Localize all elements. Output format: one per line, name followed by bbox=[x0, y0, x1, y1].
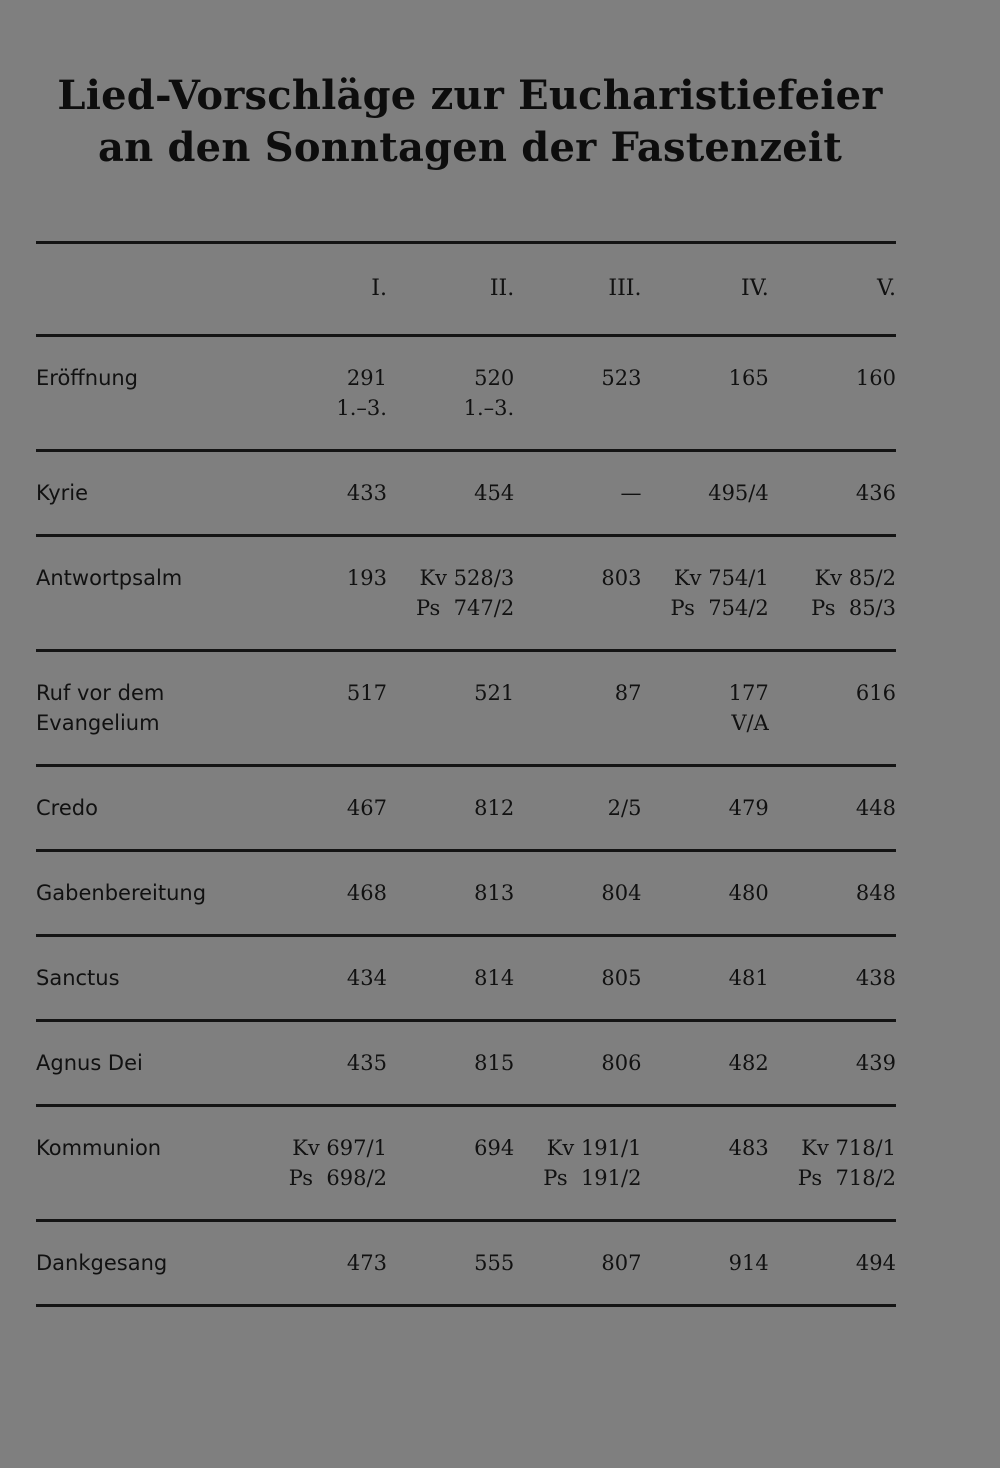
cell-line: Kv 697/1 bbox=[292, 1136, 387, 1160]
song-number-cell bbox=[769, 793, 896, 823]
song-table bbox=[36, 241, 896, 1307]
cell-line: 805 bbox=[601, 966, 642, 990]
cell-line: 495/4 bbox=[708, 481, 769, 505]
cell-line: Kommunion bbox=[36, 1136, 162, 1160]
cell-line: 435 bbox=[346, 1051, 387, 1075]
song-number-cell bbox=[514, 563, 641, 623]
table-row bbox=[36, 537, 896, 649]
cell-line: 517 bbox=[346, 681, 387, 705]
cell-line: 523 bbox=[601, 366, 642, 390]
cell-line: 193 bbox=[346, 566, 387, 590]
table-row bbox=[36, 652, 896, 764]
cell-line: Kv 718/1 bbox=[801, 1136, 896, 1160]
table-rule bbox=[36, 1304, 896, 1307]
cell-line: 481 bbox=[728, 966, 769, 990]
cell-line: 454 bbox=[474, 481, 515, 505]
song-number-cell bbox=[769, 478, 896, 508]
song-number-cell bbox=[769, 1248, 896, 1278]
song-number-cell bbox=[260, 963, 387, 993]
cell-line: Agnus Dei bbox=[36, 1051, 143, 1075]
cell-line: — bbox=[620, 481, 642, 505]
cell-line: 467 bbox=[346, 796, 387, 820]
cell-line: 433 bbox=[346, 481, 387, 505]
cell-line: 438 bbox=[855, 966, 896, 990]
cell-line: 813 bbox=[474, 881, 515, 905]
song-number-cell bbox=[769, 878, 896, 908]
row-label bbox=[36, 1133, 260, 1193]
cell-line: 479 bbox=[728, 796, 769, 820]
cell-line: 1.–3. bbox=[336, 396, 387, 420]
song-number-cell bbox=[514, 478, 641, 508]
cell-line: 483 bbox=[728, 1136, 769, 1160]
row-label bbox=[36, 563, 260, 623]
cell-line: 494 bbox=[855, 1251, 896, 1275]
song-number-cell bbox=[769, 678, 896, 738]
cell-line: Kv 528/3 bbox=[419, 566, 515, 590]
song-number-cell bbox=[769, 363, 896, 423]
table-header-row bbox=[36, 244, 896, 334]
song-number-cell bbox=[387, 793, 514, 823]
song-number-cell bbox=[514, 1133, 641, 1193]
song-number-cell bbox=[387, 363, 514, 423]
row-label bbox=[36, 478, 260, 508]
row-label bbox=[36, 878, 260, 908]
cell-line: 815 bbox=[474, 1051, 515, 1075]
song-number-cell bbox=[769, 1133, 896, 1193]
cell-line: 807 bbox=[601, 1251, 642, 1275]
song-number-cell bbox=[514, 1248, 641, 1278]
cell-line: Kv 754/1 bbox=[673, 566, 769, 590]
song-number-cell bbox=[641, 793, 768, 823]
table-row bbox=[36, 452, 896, 534]
table-row bbox=[36, 1222, 896, 1304]
cell-line: 482 bbox=[728, 1051, 769, 1075]
cell-line: 616 bbox=[855, 681, 896, 705]
song-number-cell bbox=[260, 478, 387, 508]
song-number-cell bbox=[641, 563, 768, 623]
song-number-cell bbox=[769, 1048, 896, 1078]
song-number-cell bbox=[769, 963, 896, 993]
song-number-cell bbox=[260, 363, 387, 423]
song-number-cell bbox=[641, 878, 768, 908]
table-row bbox=[36, 767, 896, 849]
song-number-cell bbox=[641, 1248, 768, 1278]
column-header: V. bbox=[876, 276, 896, 301]
cell-line: 160 bbox=[855, 366, 896, 390]
song-number-cell bbox=[387, 1133, 514, 1193]
song-number-cell bbox=[514, 793, 641, 823]
song-number-cell bbox=[641, 1133, 768, 1193]
song-number-cell bbox=[260, 878, 387, 908]
cell-line: Ps 698/2 bbox=[288, 1166, 387, 1190]
song-number-cell bbox=[514, 963, 641, 993]
row-label bbox=[36, 1248, 260, 1278]
cell-line: Evangelium bbox=[36, 711, 160, 735]
cell-line: Gabenbereitung bbox=[36, 881, 207, 905]
song-number-cell bbox=[387, 1048, 514, 1078]
cell-line: Kv 85/2 bbox=[814, 566, 896, 590]
cell-line: Credo bbox=[36, 796, 98, 820]
song-number-cell bbox=[387, 478, 514, 508]
song-number-cell bbox=[387, 878, 514, 908]
cell-line: 468 bbox=[346, 881, 387, 905]
song-number-cell bbox=[260, 1133, 387, 1193]
table-row bbox=[36, 852, 896, 934]
cell-line: 480 bbox=[728, 881, 769, 905]
song-number-cell bbox=[387, 963, 514, 993]
cell-line: 439 bbox=[855, 1051, 896, 1075]
cell-line: 448 bbox=[855, 796, 896, 820]
cell-line: 848 bbox=[855, 881, 896, 905]
cell-line: Sanctus bbox=[36, 966, 120, 990]
cell-line: V/A bbox=[731, 711, 769, 735]
cell-line: 555 bbox=[474, 1251, 515, 1275]
song-number-cell bbox=[387, 678, 514, 738]
cell-line: 914 bbox=[728, 1251, 769, 1275]
song-number-cell bbox=[641, 678, 768, 738]
cell-line: Dankgesang bbox=[36, 1251, 168, 1275]
cell-line: 812 bbox=[474, 796, 515, 820]
cell-line: Ps 718/2 bbox=[797, 1166, 896, 1190]
column-header: I. bbox=[371, 276, 387, 301]
table-row bbox=[36, 1022, 896, 1104]
cell-line: 1.–3. bbox=[463, 396, 515, 420]
cell-line: Antwortpsalm bbox=[36, 566, 183, 590]
cell-line: Ps 754/2 bbox=[670, 596, 769, 620]
song-number-cell bbox=[514, 1048, 641, 1078]
cell-line: Eröffnung bbox=[36, 366, 139, 390]
cell-line: 520 bbox=[474, 366, 515, 390]
cell-line: 165 bbox=[728, 366, 769, 390]
song-number-cell bbox=[769, 563, 896, 623]
document-title bbox=[0, 70, 940, 174]
cell-line: Ps 747/2 bbox=[415, 596, 515, 620]
cell-line: 521 bbox=[474, 681, 515, 705]
song-number-cell bbox=[514, 678, 641, 738]
song-number-cell bbox=[641, 1048, 768, 1078]
table-row bbox=[36, 937, 896, 1019]
table-row bbox=[36, 1107, 896, 1219]
song-number-cell bbox=[387, 1248, 514, 1278]
column-header: III. bbox=[608, 276, 642, 301]
song-number-cell bbox=[260, 563, 387, 623]
cell-line: 814 bbox=[474, 966, 515, 990]
cell-line: Kyrie bbox=[36, 481, 89, 505]
song-number-cell bbox=[260, 1048, 387, 1078]
song-number-cell bbox=[387, 563, 514, 623]
song-number-cell bbox=[641, 363, 768, 423]
cell-line: 177 bbox=[728, 681, 769, 705]
cell-line: 291 bbox=[346, 366, 387, 390]
table-row bbox=[36, 337, 896, 449]
cell-line: Ruf vor dem bbox=[36, 681, 165, 705]
header-empty-cell bbox=[36, 274, 260, 304]
row-label bbox=[36, 678, 260, 738]
song-number-cell bbox=[641, 963, 768, 993]
column-header: II. bbox=[489, 276, 515, 301]
cell-line: Kv 191/1 bbox=[546, 1136, 642, 1160]
title-line-1: Lied-Vorschläge zur Eucharistiefeier bbox=[57, 72, 883, 119]
cell-line: Ps 191/2 bbox=[543, 1166, 642, 1190]
cell-line: 87 bbox=[614, 681, 642, 705]
row-label bbox=[36, 1048, 260, 1078]
cell-line: 473 bbox=[346, 1251, 387, 1275]
cell-line: 804 bbox=[601, 881, 642, 905]
cell-line: Ps 85/3 bbox=[811, 596, 896, 620]
song-number-cell bbox=[260, 1248, 387, 1278]
cell-line: 2/5 bbox=[607, 796, 642, 820]
title-line-2: an den Sonntagen der Fastenzeit bbox=[97, 124, 842, 171]
song-number-cell bbox=[514, 363, 641, 423]
row-label bbox=[36, 363, 260, 423]
cell-line: 806 bbox=[601, 1051, 642, 1075]
cell-line: 803 bbox=[601, 566, 642, 590]
row-label bbox=[36, 793, 260, 823]
song-number-cell bbox=[514, 878, 641, 908]
column-header: IV. bbox=[741, 276, 769, 301]
cell-line: 434 bbox=[346, 966, 387, 990]
song-number-cell bbox=[260, 678, 387, 738]
cell-line: 436 bbox=[855, 481, 896, 505]
song-number-cell bbox=[641, 478, 768, 508]
cell-line: 694 bbox=[474, 1136, 515, 1160]
row-label bbox=[36, 963, 260, 993]
song-number-cell bbox=[260, 793, 387, 823]
